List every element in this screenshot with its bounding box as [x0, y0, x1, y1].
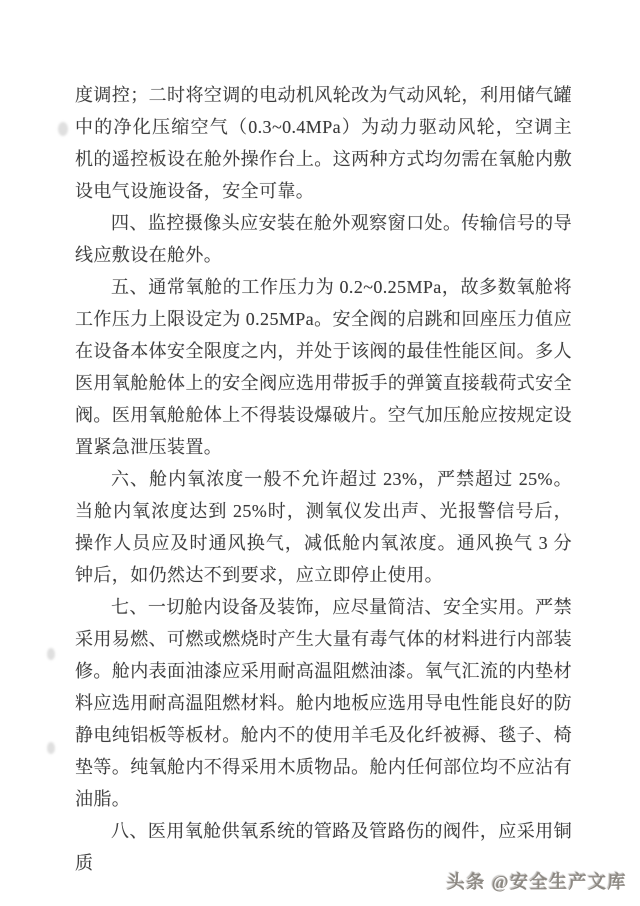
watermark-text: 头条 @安全生产文库 [446, 872, 627, 892]
scan-smudge [47, 742, 55, 754]
paragraph-item-6: 六、舱内氧浓度一般不允许超过 23%，严禁超过 25%。当舱内氧浓度达到 25%时，测氧仪发出声、光报警信号后，操作人员应及时通风换气，减低舱内氧浓度。通风换气 3 分钟后，如仍然达不到要求，应立即停止使用。 [75, 469, 572, 585]
paragraph-item-4: 四、监控摄像头应安装在舱外观察窗口处。传输信号的导线应敷设在舱外。 [75, 213, 572, 265]
paragraph-item-8: 八、医用氧舱供氧系统的管路及管路伤的阀件，应采用铜质 [75, 821, 572, 873]
document-text-block [75, 79, 572, 879]
scan-smudge [58, 122, 68, 136]
paragraph-item-5: 五、通常氧舱的工作压力为 0.2~0.25MPa，故多数氧舱将工作压力上限设定为 0.25MPa。安全阀的启跳和回座压力值应在设备本体安全限度之内，并处于该阀的最佳性能区间。多人医用氧舱舱体上的安全阀应选用带扳手的弹簧直接载荷式安全阀。医用氧舱舱体上不得装设爆破片。空气加压舱应按规定设置紧急泄压装置。 [75, 277, 572, 457]
scan-smudge [47, 648, 55, 660]
paragraph-continuation: 度调控；二时将空调的电动机风轮改为气动风轮，利用储气罐中的净化压缩空气（0.3~0.4MPa）为动力驱动风轮，空调主机的遥控板设在舱外操作台上。这两种方式均勿需在氧舱内敷设电气设施设备，安全可靠。 [75, 85, 572, 201]
paragraph-item-7: 七、一切舱内设备及装饰，应尽量简洁、安全实用。严禁采用易燃、可燃或燃烧时产生大量有毒气体的材料进行内部装修。舱内表面油漆应采用耐高温阻燃油漆。氧气汇流的内垫材料应选用耐高温阻燃材料。舱内地板应选用导电性能良好的防静电纯铝板等板材。舱内不的使用羊毛及化纤被褥、毯子、椅垫等。纯氧舱内不得采用木质物品。舱内任何部位均不应沾有油脂。 [75, 597, 572, 809]
